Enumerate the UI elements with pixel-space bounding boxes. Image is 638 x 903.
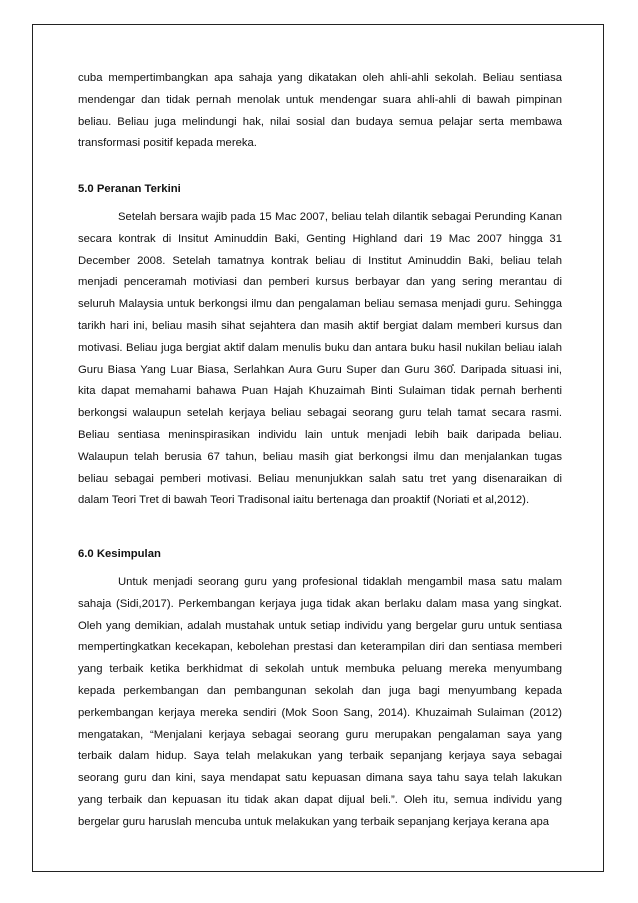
section-6-paragraph: Untuk menjadi seorang guru yang profesional tidaklah mengambil masa satu malam sahaja (Sidi,2017). Perkembangan kerjaya juga tidak akan berlaku dalam masa yang singkat. Oleh yang demikian, adalah mustahak untuk setiap individu yang bergelar guru untuk sentiasa mempertingkatkan kecekapan, kebolehan prestasi dan keterampilan diri dan sentiasa memberi yang terbaik ketika berkhidmat di sekolah untuk membuka peluang mereka menyumbang kepada perkembangan dan pembangunan sekolah dan juga bagi menyumbang kepada perkembangan kerjaya mereka sendiri (Mok Soon Sang, 2014). Khuzaimah Sulaiman (2012) mengatakan, “Menjalani kerjaya sebagai seorang guru merupakan pengalaman saya yang terbaik dalam hidup. Saya telah melakukan yang terbaik sepanjang kerjaya saya sebagai seorang guru dan kini, saya mendapat satu kepuasan dimana saya tahu saya telah lakukan yang terbaik dan kepuasan itu tidak akan dapat dijual beli.”. Oleh itu, semua individu yang bergelar guru haruslah mencuba untuk melakukan yang terbaik sepanjang kerjaya kerana apa (78, 575, 562, 828)
section-5-paragraph: Setelah bersara wajib pada 15 Mac 2007, beliau telah dilantik sebagai Perunding Kanan secara kontrak di Insitut Aminuddin Baki, Genting Highland dari 19 Mac 2007 hingga 31 December 2008. Setelah tamatnya kontrak beliau di Institut Aminuddin Baki, beliau telah menjadi penceramah motiviasi dan pemberi kursus berbayar dan yang sering merantau di seluruh Malaysia untuk berkongsi ilmu dan pengalaman beliau semasa menjadi guru. Sehingga tarikh hari ini, beliau masih sihat sejahtera dan masih aktif bergiat dalam memberi kursus dan motivasi. Beliau juga bergiat aktif dalam menulis buku dan antara buku hasil nukilan beliau ialah Guru Biasa Yang Luar Biasa, Serlahkan Aura Guru Super dan Guru 360̊. Daripada situasi ini, kita dapat memahami bahawa Puan Hajah Khuzaimah Binti Sulaiman tidak pernah berhenti berkongsi walaupun setelah kerjaya beliau sebagai seorang guru telah tamat secara rasmi. Beliau sentiasa meninspirasikan individu lain untuk menjadi lebih baik daripada beliau. Walaupun telah berusia 67 tahun, beliau masih giat berkongsi ilmu dan menjalankan tugas beliau sebagai pemberi motivasi. Beliau menunjukkan salah satu tret yang disenaraikan di dalam Teori Tret di bawah Teori Tradisonal iaitu bertenaga dan proaktif (Noriati et al,2012). (78, 210, 562, 507)
section-6-heading: 6.0 Kesimpulan (78, 548, 161, 561)
intro-paragraph: cuba mempertimbangkan apa sahaja yang dikatakan oleh ahli-ahli sekolah. Beliau sentiasa mendengar dan tidak pernah menolak untuk mendengar suara ahli-ahli di bawah pimpinan beliau. Beliau juga melindungi hak, nilai sosial dan budaya semua pelajar serta membawa transformasi positif kepada mereka. (78, 72, 562, 150)
document-body (78, 68, 562, 834)
section-5-heading: 5.0 Peranan Terkini (78, 183, 181, 196)
